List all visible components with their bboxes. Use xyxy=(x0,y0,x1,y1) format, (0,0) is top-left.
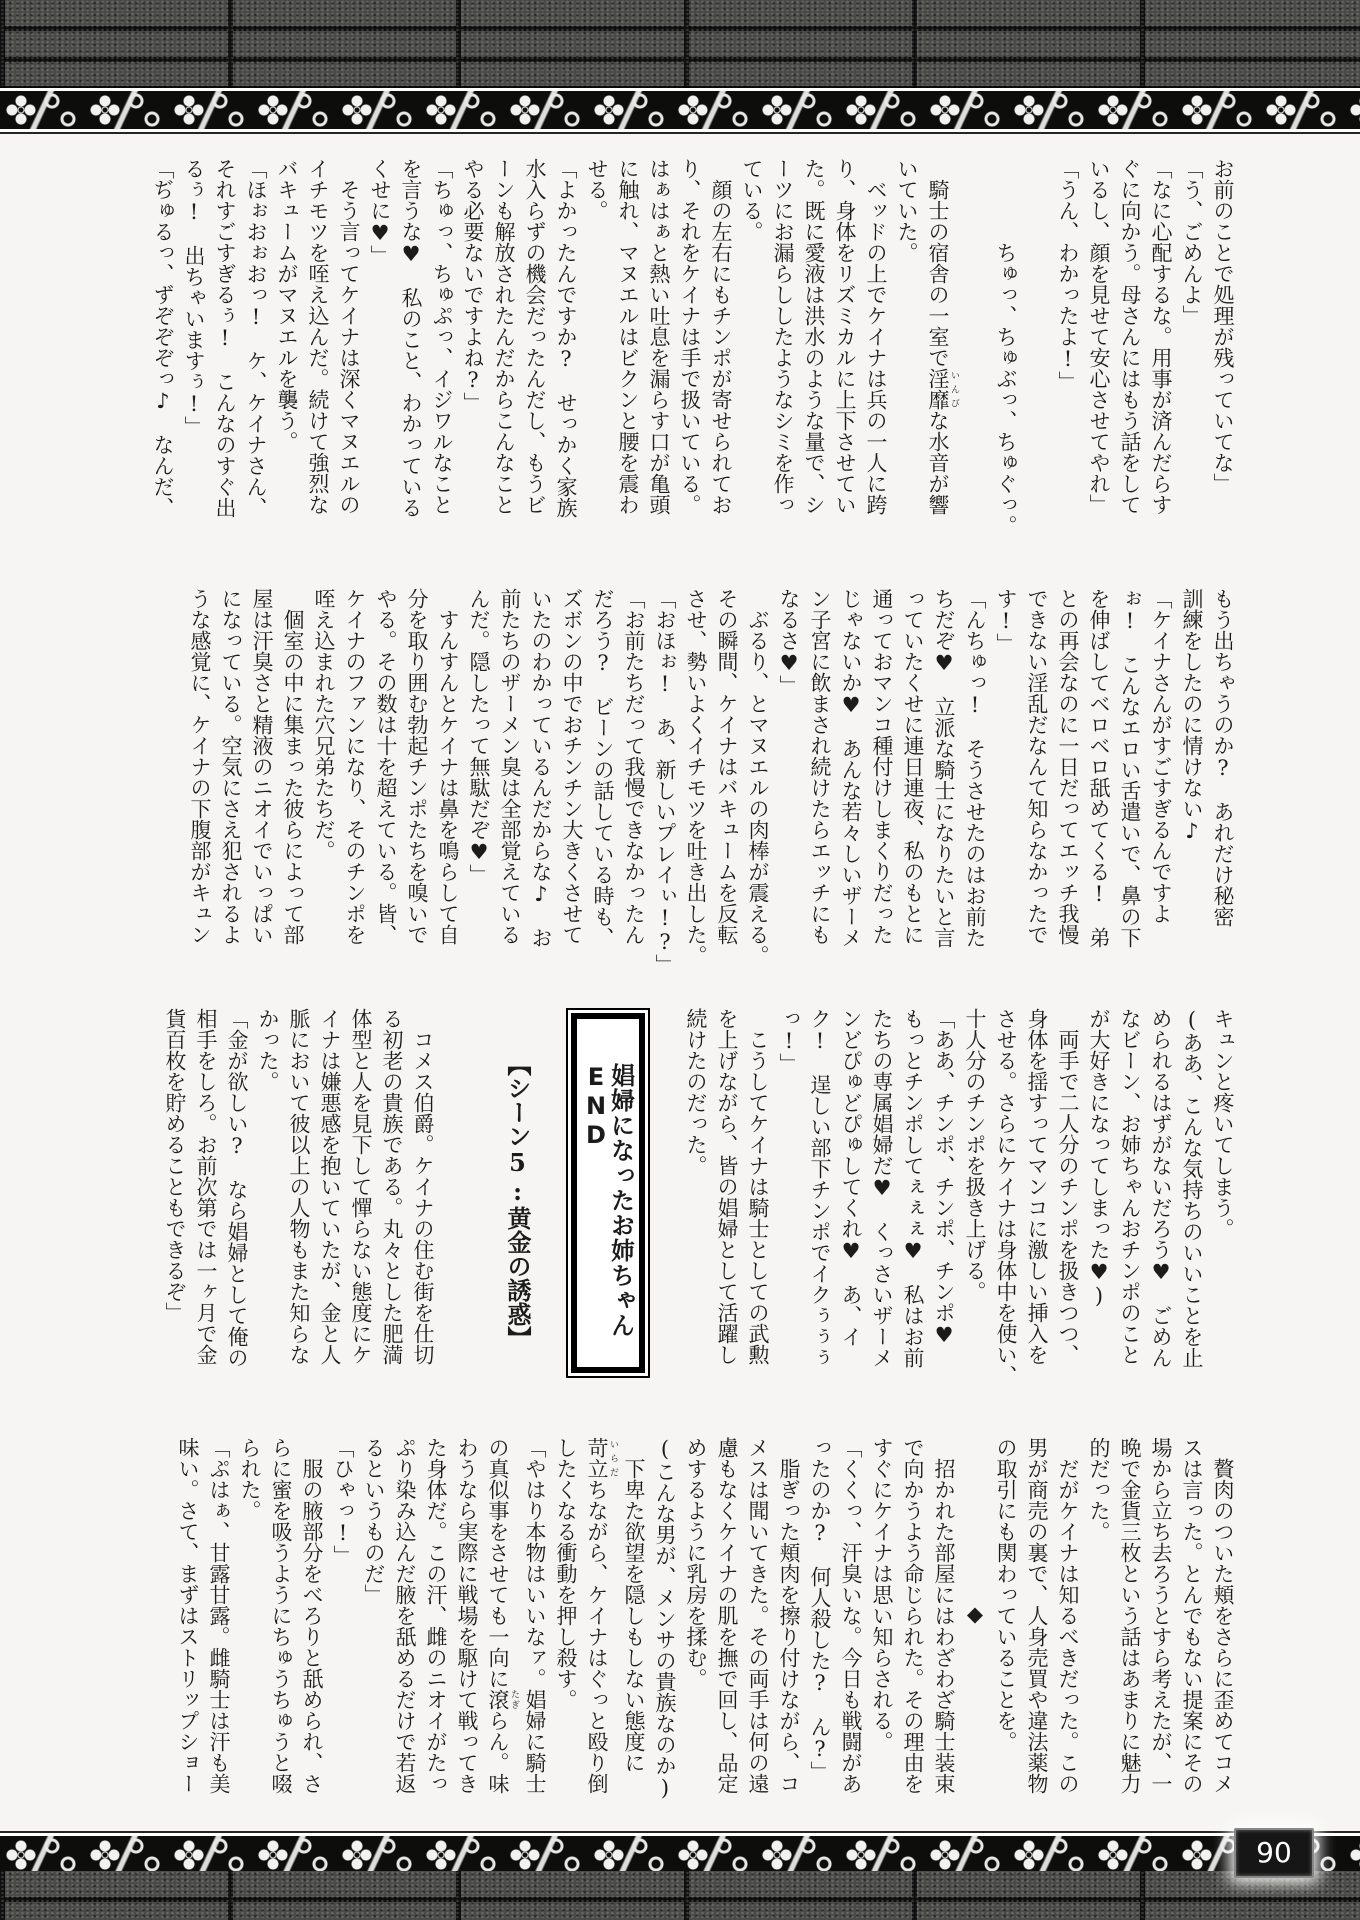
text-column: ンどぴゅどぴゅしてくれ♥ あ、イ xyxy=(839,1008,863,1347)
text-column: そう言ってケイナは深くマヌエルの xyxy=(337,158,361,515)
text-column: させ、勢いよくイチモツを吐き出した。 xyxy=(684,588,708,966)
text-column: いるし、顔を見せて安心させてやれ」 xyxy=(1087,158,1111,515)
text-column: 味い。さて、まずはストリップショー xyxy=(176,1437,200,1794)
text-column: り、身体をリズミカルに上下させてい xyxy=(833,158,857,515)
text-column: 「よかったんですか? せっかく家族 xyxy=(554,158,578,518)
text-column: るぅ! 出ちゃいますぅ!」 xyxy=(182,158,206,437)
text-column: だがケイナは知るべきだった。この xyxy=(1056,1437,1080,1794)
text-column: らに蜜を吸うようにちゅうちゅうと啜 xyxy=(269,1437,293,1794)
text-column: 晩で金貨三枚という話はあまりに魅力 xyxy=(1118,1437,1142,1794)
text-column: それすごすぎるぅ! こんなのすぐ出 xyxy=(213,158,237,518)
end-title-box-frame xyxy=(571,1013,645,1373)
text-column: ク! 逞しい部下チンポでイクぅぅぅ xyxy=(808,1008,832,1368)
text-column: 続けたのだった。 xyxy=(684,1008,708,1176)
text-column: になっている。空気にさえ犯されるよ xyxy=(219,588,243,945)
text-column: たちの専属娼婦だ♥ くっさいザーメ xyxy=(870,1008,894,1368)
text-column: ぐに向かう。母さんにはもう話をして xyxy=(1118,158,1142,515)
text-band-3 xyxy=(159,1008,1238,1388)
text-column: くせに♥」 xyxy=(368,158,392,266)
text-column: られた。 xyxy=(238,1437,262,1521)
text-column: バキュームがマヌエルを襲う。 xyxy=(275,158,299,452)
text-column: 場から立ち去ろうとすら考えたが、一 xyxy=(1149,1437,1173,1794)
column-gap xyxy=(1021,158,1052,538)
text-column: 前たちのザーメン臭は全部覚えている xyxy=(498,588,522,945)
text-column: 相手をしろ。お前次第では一ヶ月で金 xyxy=(194,1008,218,1365)
text-column: イナは嫌悪感を抱いていたが、金と人 xyxy=(318,1008,342,1365)
text-column: を言うな♥ 私のこと、わかっている xyxy=(399,158,423,518)
text-column: ったのか? 何人殺した? ん?」 xyxy=(808,1437,832,1782)
text-column: を上げながら、皆の娼婦として活躍し xyxy=(715,1008,739,1365)
text-column: じゃないか♥ あんな若々しいザーメ xyxy=(839,588,863,948)
scene-heading: 【シーン5:黄金の誘惑】 xyxy=(503,1052,532,1350)
text-column: 「う、ごめんよ」 xyxy=(1180,158,1204,326)
text-column: が大好きになってしまった♥) xyxy=(1087,1008,1111,1308)
text-column: 「ぢゅるっ、ずぞぞぞっ♪ なんだ、 xyxy=(151,158,175,518)
text-column: なるさ♥」 xyxy=(777,588,801,696)
text-column: 「くくっ、汗臭いな。今日も戦闘があ xyxy=(839,1437,863,1794)
text-column: っていたくせに連日連夜、私のもとに xyxy=(901,588,925,945)
text-column: 「うん、わかったよ!」 xyxy=(1056,158,1080,392)
text-column: ーツにお漏らししたようなシミを作っ xyxy=(771,158,795,515)
text-column: すんすんとケイナは鼻を鳴らして自 xyxy=(436,588,460,945)
text-column: 「ひゃっ!」 xyxy=(331,1437,355,1566)
text-column: る初老の貴族である。丸々とした肥満 xyxy=(380,1008,404,1365)
text-column: 「お前たちだって我慢できなかったん xyxy=(622,588,646,945)
text-column: り、それをケイナは手で扱いている。 xyxy=(678,158,702,515)
brick-wall-bottom xyxy=(0,1871,1360,1920)
text-column: イチモツを咥え込んだ。続けて強烈な xyxy=(306,158,330,515)
text-column: 「ああ、チンポ、チンポ、チンポ♥ xyxy=(932,1008,956,1347)
page-number: 90 xyxy=(1256,1836,1292,1869)
text-column: 両手で二人分のチンポを扱きつつ、 xyxy=(1056,1008,1080,1365)
section-divider-diamond: ◆ xyxy=(963,1602,987,1626)
text-column: められるはずがないだろう♥ ごめん xyxy=(1149,1008,1173,1368)
text-column: いていた。 xyxy=(895,158,919,263)
text-column: 「ぷはぁ、甘露甘露。雌騎士は汗も美 xyxy=(207,1437,231,1794)
text-column: したくなる衝動を押し殺す。 xyxy=(554,1437,578,1710)
text-column: 身体を揺すってマンコに激しい挿入を xyxy=(1025,1008,1049,1365)
text-column: コメス伯爵。ケイナの住む街を仕切 xyxy=(411,1008,435,1365)
text-column: 招かれた部屋にはわざわざ騎士装束 xyxy=(932,1437,956,1794)
text-column: 脂ぎった頬肉を擦り付けながら、コ xyxy=(777,1437,801,1794)
page-number-badge xyxy=(1234,1828,1314,1878)
text-column: ズボンの中でおチンチン大きくさせて xyxy=(560,588,584,945)
text-column: ン子宮に飲まされ続けたらエッチにも xyxy=(808,588,832,945)
text-column: その瞬間、ケイナはバキュームを反転 xyxy=(715,588,739,945)
text-column: ぶるり、とマヌエルの肉棒が震える。 xyxy=(746,588,770,966)
text-column: 分を取り囲む勃起チンポたちを嗅いで xyxy=(405,588,429,945)
text-column: ーンも解放されたんだからこんなこと xyxy=(492,158,516,515)
text-band-1 xyxy=(147,158,1238,538)
text-column: の取引にも関わっていることを。 xyxy=(994,1437,1018,1752)
text-column: に触れ、マヌエルはビクンと腰を震わ xyxy=(616,158,640,515)
text-column: めするように乳房を揉む。 xyxy=(684,1437,708,1689)
text-column: させる。さらにケイナは身体中を使い、 xyxy=(994,1008,1018,1386)
text-column: 慮もなくケイナの肌を撫で回し、品定 xyxy=(715,1437,739,1794)
column-gap xyxy=(959,158,990,538)
text-column: るというものだ」 xyxy=(362,1437,386,1605)
text-column: 顔の左右にもチンポが寄せられてお xyxy=(709,158,733,515)
text-column: (ああ、こんな気持ちのいいことを止 xyxy=(1180,1008,1204,1368)
text-column: ちゅっ、ちゅぶっ、ちゅぐっ。 xyxy=(994,158,1018,536)
text-band-2 xyxy=(184,588,1238,975)
text-column: の真似事をさせても一向に滾 たぎらん。味 xyxy=(486,1437,519,1794)
text-column: との再会なのに一日だってエッチ我慢 xyxy=(1056,588,1080,945)
text-column: キュンと疼いてしまう。 xyxy=(1211,1008,1235,1239)
text-column: かった。 xyxy=(256,1008,280,1092)
text-column: やる必要ないですよね?」 xyxy=(461,158,485,413)
text-column: わうなら実際に戦場を駆けて戦ってき xyxy=(455,1437,479,1794)
text-column: 貨百枚を貯めることもできるぞ」 xyxy=(163,1008,187,1323)
text-column: た身体だ。この汗、雌のニオイがたっ xyxy=(424,1437,448,1794)
text-column: なビーン、お姉ちゃんおチンポのこと xyxy=(1118,1008,1142,1365)
text-column: 「ほぉおぉおっ! ケ、ケイナさん、 xyxy=(244,158,268,518)
text-column: 「なに心配するな。用事が済んだらす xyxy=(1149,158,1173,515)
text-column: こうしてケイナは騎士としての武勲 xyxy=(746,1008,770,1365)
text-column: 「金が欲しい? なら娼婦として俺の xyxy=(225,1008,249,1368)
text-column: やる。その数は十を超えている。皆、 xyxy=(374,588,398,945)
end-title-box xyxy=(566,1008,650,1378)
text-column: 訓練をしたのに情けない♪ xyxy=(1180,588,1204,843)
text-column: で向かうよう命じられた。その理由を xyxy=(901,1437,925,1794)
text-column: ベッドの上でケイナは兵の一人に跨 xyxy=(864,158,888,515)
text-column: 「やはり本物はいいなァ。娼婦に騎士 xyxy=(523,1437,547,1794)
text-column: 下卑た欲望を隠しもしない態度に xyxy=(622,1437,646,1773)
text-column: ケイナのファンになり、そのチンポを xyxy=(343,588,367,945)
text-column: 男が商売の裏で、人身売買や違法薬物 xyxy=(1025,1437,1049,1794)
text-column: ぉ! こんなエロい舌遣いで、鼻の下 xyxy=(1118,588,1142,948)
text-column: た。既に愛液は洪水のような量で、シ xyxy=(802,158,826,515)
text-column: 「ケイナさんがすごすぎるんですよ xyxy=(1149,588,1173,924)
text-column: 水入らずの機会だったんだし、もうビ xyxy=(523,158,547,515)
text-column: 苛立 いらだちながら、ケイナはぐっと殴り倒 xyxy=(585,1437,618,1794)
text-column: できない淫乱だなんて知らなかったで xyxy=(1025,588,1049,945)
text-column: 「ちゅっ、ちゅぷっ、イジワルなこと xyxy=(430,158,454,515)
text-column: を伸ばしてベロベロ舐めてくる! 弟 xyxy=(1087,588,1111,948)
text-column: 服の腋部分をべろりと舐められ、さ xyxy=(300,1437,324,1794)
text-column: っ!」 xyxy=(777,1008,801,1074)
ornament-border-top xyxy=(0,88,1360,132)
text-column: せる。 xyxy=(585,158,609,221)
text-column: す!」 xyxy=(994,588,1018,654)
text-column: 脈において彼以上の人物もまた知らな xyxy=(287,1008,311,1365)
brick-wall-top xyxy=(0,0,1360,88)
text-column: いたのわかっているんだからな♪ お xyxy=(529,588,553,948)
text-column: 十人分のチンポを扱き上げる。 xyxy=(963,1008,987,1302)
text-column: お前のことで処理が残っていてな」 xyxy=(1211,158,1235,494)
text-column: 体型と人を見下して憚らない態度にケ xyxy=(349,1008,373,1365)
text-column: 騎士の宿舎の一室で淫靡 いんびな水音が響 xyxy=(926,158,959,515)
text-column: はぁはぁと熱い吐息を漏らす口が亀頭 xyxy=(647,158,671,515)
text-column: 通っておマンコ種付けしまくりだった xyxy=(870,588,894,945)
text-column: 「おほぉ! あ、新しいプレイぃ!?」 xyxy=(653,588,677,975)
text-column: 贅肉のついた頬をさらに歪めてコメ xyxy=(1211,1437,1235,1794)
text-column: すぐにケイナは思い知らされる。 xyxy=(870,1437,894,1752)
text-column: もっとチンポしてぇぇぇ♥ 私はお前 xyxy=(901,1008,925,1368)
text-column: もう出ちゃうのか? あれだけ秘密 xyxy=(1211,588,1235,927)
text-column: うな感覚に、ケイナの下腹部がキュン xyxy=(188,588,212,945)
text-column: 咥え込まれた穴兄弟たちだ。 xyxy=(312,588,336,861)
text-column: スは言った。とんでもない提案にその xyxy=(1180,1437,1204,1794)
text-column: 「んちゅっ! そうさせたのはお前た xyxy=(963,588,987,948)
text-column: (こんな男が、メンサの貴族なのか) xyxy=(653,1437,677,1800)
text-column: ている。 xyxy=(740,158,764,242)
text-column: 個室の中に集まった彼らによって部 xyxy=(281,588,305,945)
text-column: だろう? ビーンの話している時も、 xyxy=(591,588,615,948)
end-title: 娼婦になったお姉ちゃんEND xyxy=(582,1063,635,1338)
text-column: メスは聞いてきた。その両手は何の遠 xyxy=(746,1437,770,1794)
text-band-4 xyxy=(172,1437,1238,1817)
text-column: 的だった。 xyxy=(1087,1437,1111,1542)
text-column: ぷり染み込んだ腋を舐めるだけで若返 xyxy=(393,1437,417,1794)
text-column: んだ。隠したって無駄だぞ♥」 xyxy=(467,588,491,885)
text-column: ちだぞ♥ 立派な騎士になりたいと言 xyxy=(932,588,956,948)
text-column: 屋は汗臭さと精液のニオイでいっぱい xyxy=(250,588,274,945)
